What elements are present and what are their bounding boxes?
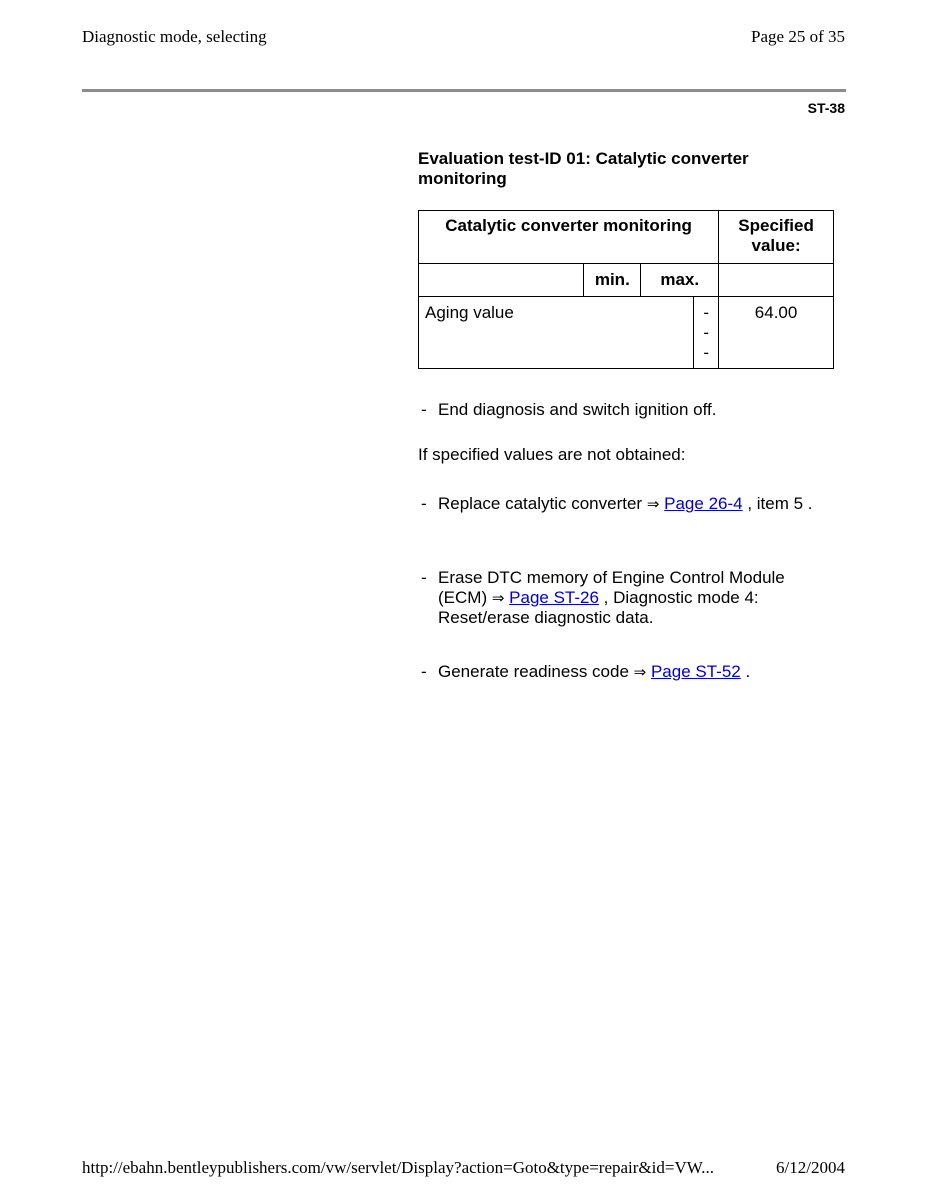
step-erase [438,568,818,628]
spec-table [418,210,834,369]
arrow-icon: ⇒ [646,495,660,513]
step-erase-text: Erase DTC memory of Engine Control Module (ECM) [438,568,785,607]
step-replace [438,494,818,514]
document-title: Diagnostic mode, selecting [82,27,267,46]
footer-url: http://ebahn.bentleypublishers.com/vw/servlet/Display?action=Goto&type=repair&id=VW... [82,1158,714,1177]
step-erase-after: , Diagnostic mode 4: Reset/erase diagnostic data. [438,588,759,627]
step-generate [438,662,818,682]
table-header-specified: Specified value: [719,211,834,264]
step-end-diagnosis: End diagnosis and switch ignition off. [438,400,717,419]
footer-date: 6/12/2004 [776,1158,845,1177]
list-item [418,568,818,628]
link-page-26-4[interactable]: Page 26-4 [664,494,743,513]
step-replace-text: Replace catalytic converter [438,494,643,513]
link-page-st-52[interactable]: Page ST-52 [650,662,741,681]
bullet: - [421,568,427,587]
step-replace-after: , item 5 . [747,494,813,513]
table-min-header: min. [584,264,641,297]
dash: - [703,303,709,322]
link-page-st-26[interactable]: Page ST-26 [509,588,599,607]
arrow-icon: ⇒ [633,663,647,681]
arrow-icon: ⇒ [491,589,505,607]
step-generate-text: Generate readiness code [438,662,629,681]
section-heading: Evaluation test-ID 01: Catalytic converter monitoring [418,149,749,188]
table-value: 64.00 [719,297,834,369]
bullet: - [421,400,427,419]
list-item [418,662,818,682]
bullet: - [421,662,427,681]
table-dash-cell [694,297,719,369]
table-empty-cell [719,264,834,297]
page-number: Page 25 of 35 [751,27,845,46]
table-header-monitoring: Catalytic converter monitoring [419,211,719,264]
dash: - [703,323,709,342]
table-row-label: Aging value [419,297,694,369]
bullet: - [421,494,427,513]
table-empty-cell [419,264,584,297]
page-code: ST-38 [807,100,845,116]
condition-text: If specified values are not obtained: [418,445,686,464]
step-generate-after: . [745,662,751,681]
table-max-header: max. [641,264,719,297]
list-item [418,400,818,420]
list-item [418,494,818,514]
dash: - [703,343,709,362]
header-divider [82,89,846,92]
